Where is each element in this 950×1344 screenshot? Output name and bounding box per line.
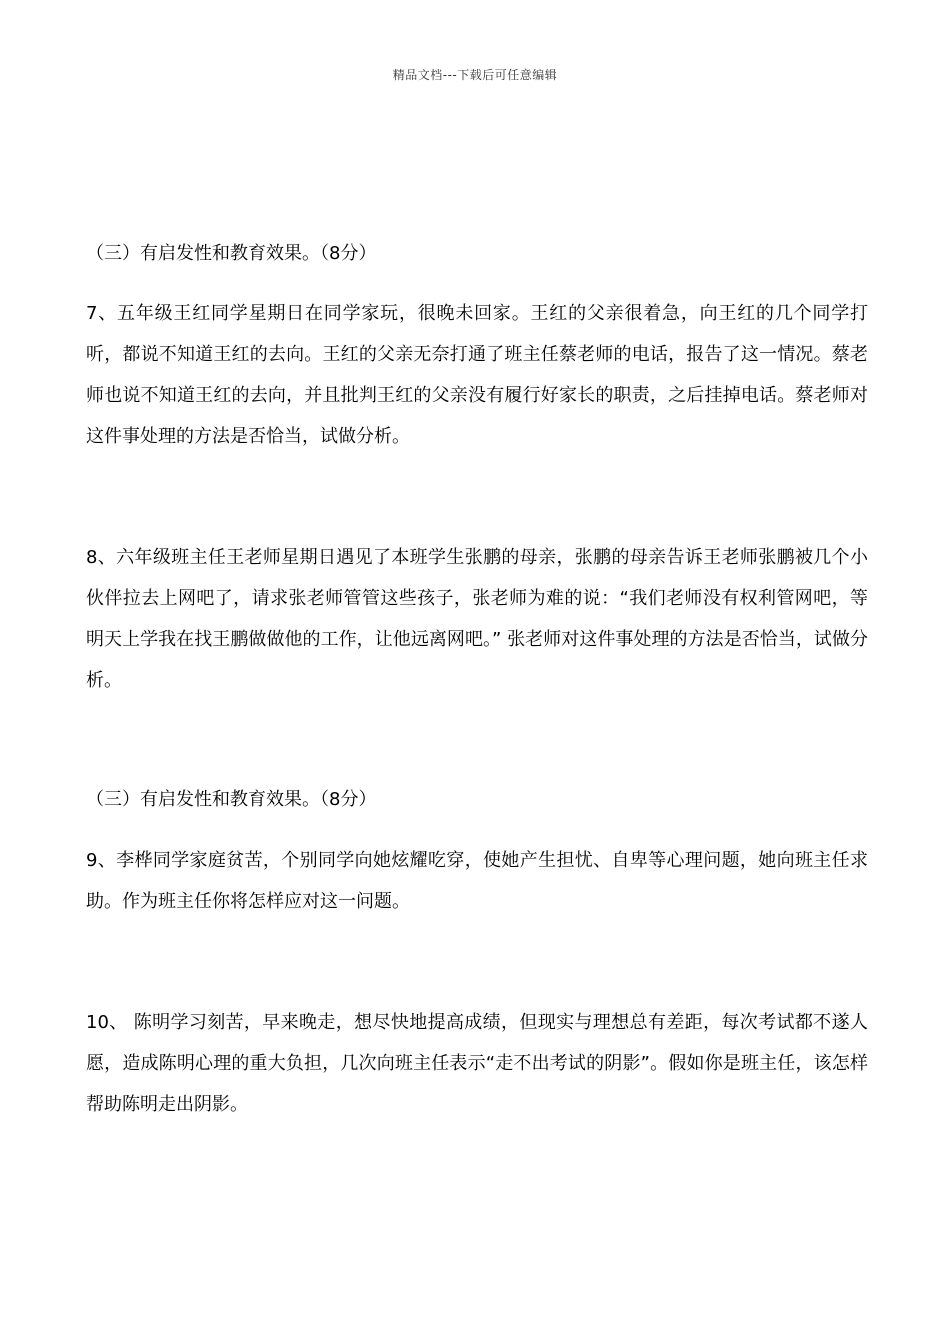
- page-header-watermark: 精品文档---下载后可任意编辑: [392, 68, 558, 82]
- question-10: 10、 陈明学习刻苦，早来晚走，想尽快地提高成绩，但现实与理想总有差距，每次考试都不遂人愿，造成陈明心理的重大负担，几次向班主任表示“走不出考试的阴影”。假如你是班主任，该怎样帮助陈明走出阴影。: [86, 1012, 868, 1115]
- section-heading-2: （三）有启发性和教育效果。（8分）: [86, 789, 377, 810]
- question-9: 9、李桦同学家庭贫苦，个别同学向她炫耀吃穿，使她产生担忧、自卑等心理问题，她向班主任求助。作为班主任你将怎样应对这一问题。: [86, 850, 868, 912]
- question-7: 7、五年级王红同学星期日在同学家玩，很晚未回家。王红的父亲很着急，向王红的几个同学打听，都说不知道王红的去向。王红的父亲无奈打通了班主任蔡老师的电话，报告了这一情况。蔡老师也说不知道王红的去向，并且批判王红的父亲没有履行好家长的职责，之后挂掉电话。蔡老师对这件事处理的方法是否恰当，试做分析。: [86, 303, 868, 447]
- question-8: 8、六年级班主任王老师星期日遇见了本班学生张鹏的母亲，张鹏的母亲告诉王老师张鹏被几个小伙伴拉去上网吧了，请求张老师管管这些孩子，张老师为难的说：“我们老师没有权利管网吧，等明天上学我在找王鹏做做他的工作，让他远离网吧。” 张老师对这件事处理的方法是否恰当，试做分析。: [86, 547, 868, 691]
- section-heading-1: （三）有启发性和教育效果。（8分）: [86, 243, 377, 264]
